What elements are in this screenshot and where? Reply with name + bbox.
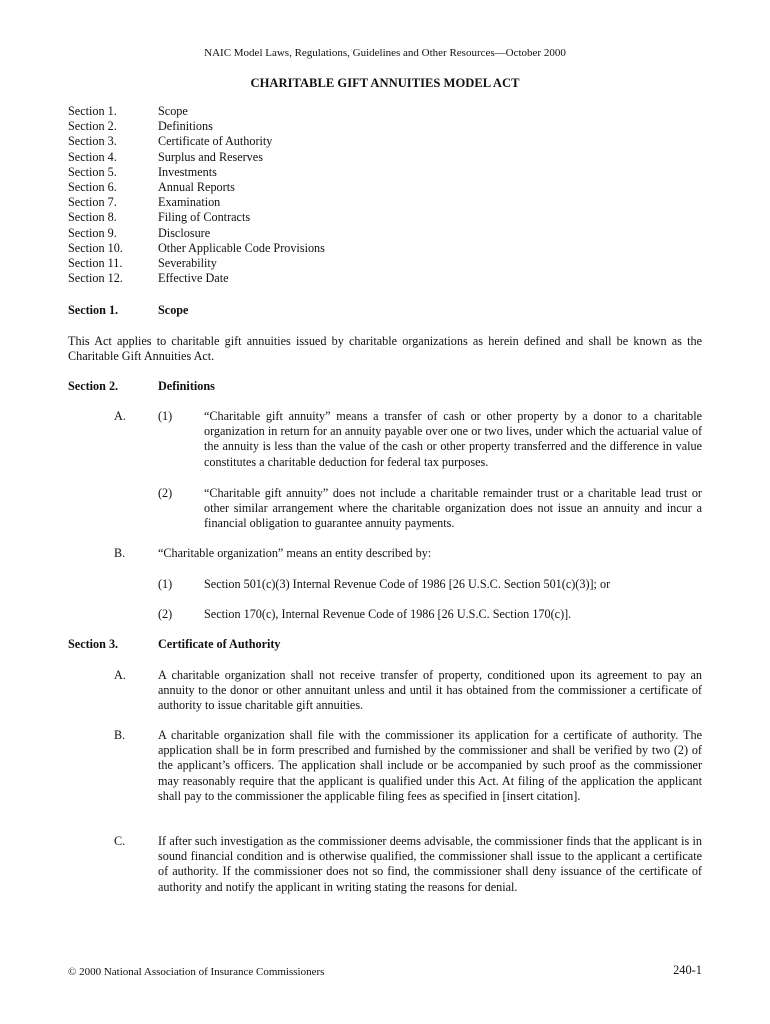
toc-label: Scope bbox=[158, 104, 188, 118]
toc-item bbox=[68, 180, 668, 195]
document-title: CHARITABLE GIFT ANNUITIES MODEL ACT bbox=[250, 76, 520, 90]
toc-number: Section 5. bbox=[68, 164, 117, 179]
item-label-a: A. bbox=[114, 668, 126, 682]
toc-number: Section 6. bbox=[68, 179, 117, 194]
table-of-contents bbox=[68, 104, 668, 286]
section-number: Section 2. bbox=[68, 379, 119, 393]
toc-item bbox=[68, 150, 668, 165]
section-title: Scope bbox=[158, 303, 189, 317]
toc-label: Other Applicable Code Provisions bbox=[158, 240, 325, 255]
toc-number: Section 11. bbox=[68, 255, 123, 270]
definition-b1-text: Section 501(c)(3) Internal Revenue Code of 1986 [26 U.S.C. Section 501(c)(3)]; or bbox=[204, 577, 611, 591]
toc-number: Section 7. bbox=[68, 195, 117, 210]
toc-label: Investments bbox=[158, 164, 217, 179]
subitem-label-2: (2) bbox=[158, 486, 173, 500]
toc-item bbox=[68, 210, 668, 225]
running-head: NAIC Model Laws, Regulations, Guidelines and Other Resources—October 2000 bbox=[204, 47, 566, 59]
section-1-text: This Act applies to charitable gift annuities issued by charitable organizations as herein defined and shall be known as the Charitable Gift Annuities Act. bbox=[68, 334, 702, 364]
subitem-label-1: (1) bbox=[158, 577, 173, 591]
page-number: 240-1 bbox=[673, 963, 702, 977]
definition-a1-text: “Charitable gift annuity” means a transfer of cash or other property by a donor to a charitable organization in return for an annuity payable over one or two lives, under which the actuarial value of the annuity is less than the value of the cash or other property transferred and the difference in value constitutes a charitable deduction for federal tax purposes. bbox=[204, 409, 702, 469]
item-label-b: B. bbox=[114, 546, 126, 560]
toc-label: Annual Reports bbox=[158, 179, 235, 194]
definition-b-text: “Charitable organization” means an entity described by: bbox=[158, 546, 432, 560]
toc-number: Section 12. bbox=[68, 271, 123, 286]
definition-a2-text: “Charitable gift annuity” does not include a charitable remainder trust or a charitable lead trust or other similar arrangement where the charitable organization does not issue an annuity and incur a financial obligation to guarantee annuity payments. bbox=[204, 486, 702, 531]
toc-label: Surplus and Reserves bbox=[158, 149, 263, 164]
toc-item bbox=[68, 165, 668, 180]
toc-label: Certificate of Authority bbox=[158, 134, 273, 149]
toc-item bbox=[68, 241, 668, 256]
section-title: Certificate of Authority bbox=[158, 637, 281, 651]
section-3a-text: A charitable organization shall not receive transfer of property, conditioned upon its agreement to pay an annuity to the donor or other annuitant unless and until it has obtained from the commissioner a certificate of authority to issue charitable gift annuities. bbox=[158, 668, 702, 713]
toc-number: Section 3. bbox=[68, 134, 117, 149]
section-3c-text: If after such investigation as the commissioner deems advisable, the commissioner finds that the applicant is in sound financial condition and is otherwise qualified, the commissioner shall issue to the applicant a certificate of authority. If the commissioner does not so find, the commissioner shall deny issuance of the certificate of authority and notify the applicant in writing stating the reasons for denial. bbox=[158, 834, 702, 894]
item-label-c: C. bbox=[114, 834, 126, 848]
section-1-heading bbox=[68, 303, 188, 318]
section-number: Section 1. bbox=[68, 303, 119, 317]
toc-item bbox=[68, 271, 668, 286]
toc-number: Section 1. bbox=[68, 104, 117, 118]
toc-item bbox=[68, 256, 668, 271]
section-number: Section 3. bbox=[68, 637, 119, 651]
toc-label: Effective Date bbox=[158, 271, 229, 286]
toc-label: Disclosure bbox=[158, 225, 211, 240]
toc-number: Section 4. bbox=[68, 149, 117, 164]
toc-item bbox=[68, 119, 668, 134]
section-3b-text: A charitable organization shall file with the commissioner its application for a certificate of authority. The application shall be in form prescribed and furnished by the commissioner and shall be verified by two (2) of the applicant’s officers. The application shall include or be accompanied by such proof as the commissioner may reasonably require that the applicant is qualified under this Act. At filing of the application the applicant shall pay to the commissioner the applicable filing fees as specified in [insert citation]. bbox=[158, 728, 702, 803]
toc-number: Section 10. bbox=[68, 240, 123, 255]
toc-number: Section 9. bbox=[68, 225, 117, 240]
toc-label: Severability bbox=[158, 255, 217, 270]
section-title: Definitions bbox=[158, 379, 215, 393]
toc-item bbox=[68, 104, 668, 119]
toc-item bbox=[68, 195, 668, 210]
toc-label: Examination bbox=[158, 195, 221, 210]
definition-b2-text: Section 170(c), Internal Revenue Code of 1986 [26 U.S.C. Section 170(c)]. bbox=[204, 607, 572, 621]
toc-item bbox=[68, 226, 668, 241]
subitem-label-1: (1) bbox=[158, 409, 173, 423]
toc-number: Section 2. bbox=[68, 119, 117, 134]
item-label-b: B. bbox=[114, 728, 126, 742]
toc-label: Definitions bbox=[158, 119, 213, 134]
toc-item bbox=[68, 134, 668, 149]
toc-label: Filing of Contracts bbox=[158, 210, 251, 225]
toc-number: Section 8. bbox=[68, 210, 117, 225]
subitem-label-2: (2) bbox=[158, 607, 173, 621]
section-3-heading bbox=[68, 637, 281, 652]
section-2-heading bbox=[68, 379, 215, 394]
footer-copyright: © 2000 National Association of Insurance Commissioners bbox=[68, 966, 325, 978]
item-label-a: A. bbox=[114, 409, 126, 423]
